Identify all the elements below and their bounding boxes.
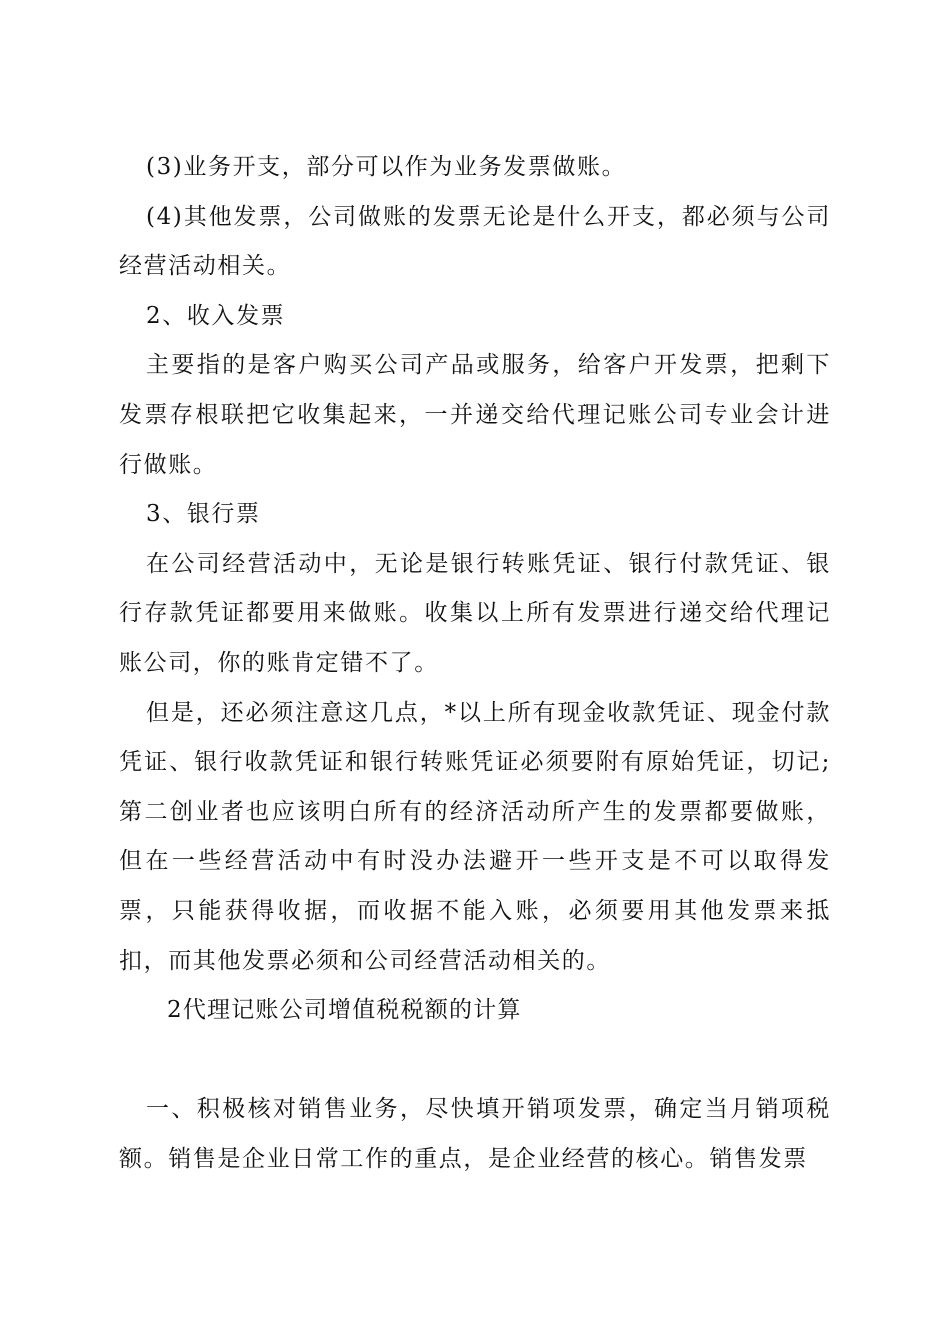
heading-income-invoices: 2、收入发票 bbox=[146, 302, 286, 329]
heading-bank-vouchers: 3、银行票 bbox=[146, 501, 261, 528]
paragraph-business-expense: (3)业务开支，部分可以作为业务发票做账。 bbox=[146, 154, 627, 180]
document-body bbox=[119, 143, 831, 1184]
blank-line bbox=[119, 1036, 831, 1086]
paragraph-notes: 但是，还必须注意这几点，*以上所有现金收款凭证、现金付款凭证、银行收款凭证和银行转账凭证必须要附有原始凭证，切记;第二创业者也应该明白所有的经济活动所产生的发票都要做账，但在一些经营活动中有时没办法避开一些开支是不可以取得发票，只能获得收据，而收据不能入账，必须要用其他发票来抵扣，而其他发票必须和公司经营活动相关的。 bbox=[119, 699, 831, 974]
paragraph-bank-vouchers: 在公司经营活动中，无论是银行转账凭证、银行付款凭证、银行存款凭证都要用来做账。收集以上所有发票进行递交给代理记账公司，你的账肯定错不了。 bbox=[119, 550, 831, 676]
section-heading: 2代理记账公司增值税税额的计算 bbox=[167, 997, 522, 1024]
paragraph-sales-invoices: 一、积极核对销售业务，尽快填开销项发票，确定当月销项税额。销售是企业日常工作的重点，是企业经营的核心。销售发票 bbox=[119, 1096, 831, 1172]
paragraph-other-invoices: (4)其他发票，公司做账的发票无论是什么开支，都必须与公司经营活动相关。 bbox=[119, 203, 831, 280]
paragraph-income-invoices: 主要指的是客户购买公司产品或服务，给客户开发票，把剩下发票存根联把它收集起来，一并递交给代理记账公司专业会计进行做账。 bbox=[119, 352, 831, 478]
